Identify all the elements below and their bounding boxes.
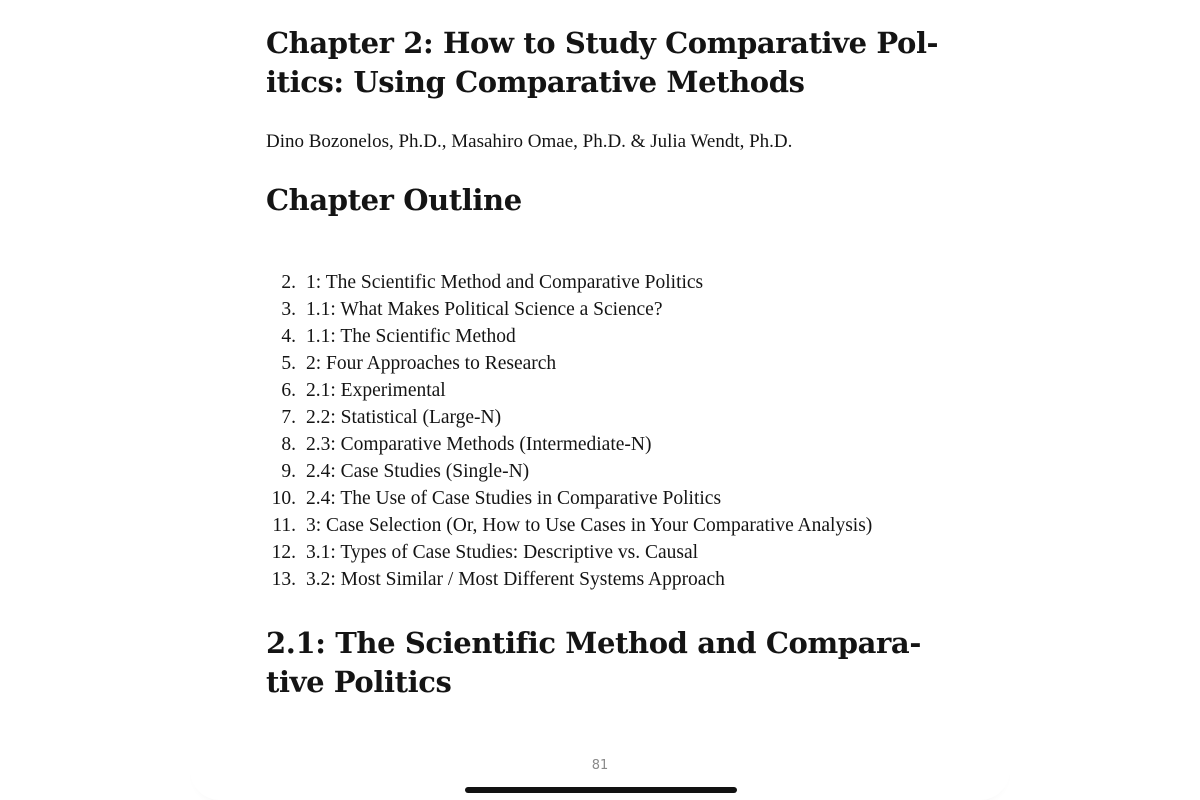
outline-item-link[interactable]: 1.1: What Makes Political Science a Science? xyxy=(306,299,663,320)
outline-item[interactable] xyxy=(266,485,906,512)
section-title-line-2: tive Politics xyxy=(266,665,452,699)
outline-item-number: 4. xyxy=(281,326,296,347)
page-number: 81 xyxy=(591,758,609,773)
outline-item[interactable] xyxy=(266,269,906,296)
outline-item-number: 11. xyxy=(272,515,296,536)
outline-item-link[interactable]: 1: The Scientific Method and Comparative Politics xyxy=(306,272,704,293)
outline-item-number: 12. xyxy=(271,542,296,563)
outline-item[interactable] xyxy=(266,404,906,431)
outline-item-link[interactable]: 2: Four Approaches to Research xyxy=(306,353,557,374)
chapter-title xyxy=(266,24,939,102)
outline-item-number: 6. xyxy=(281,380,296,401)
outline-heading: Chapter Outline xyxy=(266,183,522,217)
outline-item-link[interactable]: 2.4: Case Studies (Single-N) xyxy=(306,461,530,482)
section-title-line-1: 2.1: The Scientific Method and Compara- xyxy=(266,626,921,660)
outline-item-link[interactable]: 2.4: The Use of Case Studies in Comparative Politics xyxy=(306,488,722,509)
chapter-title-line-1: Chapter 2: How to Study Comparative Pol- xyxy=(266,26,939,60)
outline-item-number: 9. xyxy=(281,461,296,482)
outline-item[interactable] xyxy=(266,296,906,323)
outline-item[interactable] xyxy=(266,350,906,377)
outline-item-link[interactable]: 3.1: Types of Case Studies: Descriptive vs. Causal xyxy=(306,542,699,563)
outline-item-number: 3. xyxy=(281,299,296,320)
outline-item-number: 10. xyxy=(271,488,296,509)
chapter-outline-list xyxy=(266,269,906,593)
outline-item-link[interactable]: 2.2: Statistical (Large-N) xyxy=(306,407,502,428)
outline-item-link[interactable]: 3: Case Selection (Or, How to Use Cases in Your Comparative Analysis) xyxy=(306,515,873,536)
chapter-authors: Dino Bozonelos, Ph.D., Masahiro Omae, Ph.D. & Julia Wendt, Ph.D. xyxy=(266,131,793,152)
outline-item-number: 8. xyxy=(281,434,296,455)
chapter-title-line-2: itics: Using Comparative Methods xyxy=(266,65,805,99)
outline-item-number: 7. xyxy=(281,407,296,428)
section-title xyxy=(266,624,926,702)
outline-item-number: 13. xyxy=(271,569,296,590)
outline-item-number: 2. xyxy=(281,272,296,293)
outline-item-link[interactable]: 1.1: The Scientific Method xyxy=(306,326,516,347)
outline-item[interactable] xyxy=(266,458,906,485)
book-page[interactable] xyxy=(266,24,946,699)
outline-item-number: 5. xyxy=(281,353,296,374)
home-indicator-bar[interactable] xyxy=(465,787,737,793)
outline-item[interactable] xyxy=(266,431,906,458)
outline-item-link[interactable]: 3.2: Most Similar / Most Different Systems Approach xyxy=(306,569,725,590)
outline-item[interactable] xyxy=(266,566,906,593)
outline-item[interactable] xyxy=(266,377,906,404)
outline-item[interactable] xyxy=(266,539,906,566)
outline-item-link[interactable]: 2.1: Experimental xyxy=(306,380,446,401)
outline-item-link[interactable]: 2.3: Comparative Methods (Intermediate-N) xyxy=(306,434,652,455)
outline-item[interactable] xyxy=(266,512,906,539)
outline-item[interactable] xyxy=(266,323,906,350)
